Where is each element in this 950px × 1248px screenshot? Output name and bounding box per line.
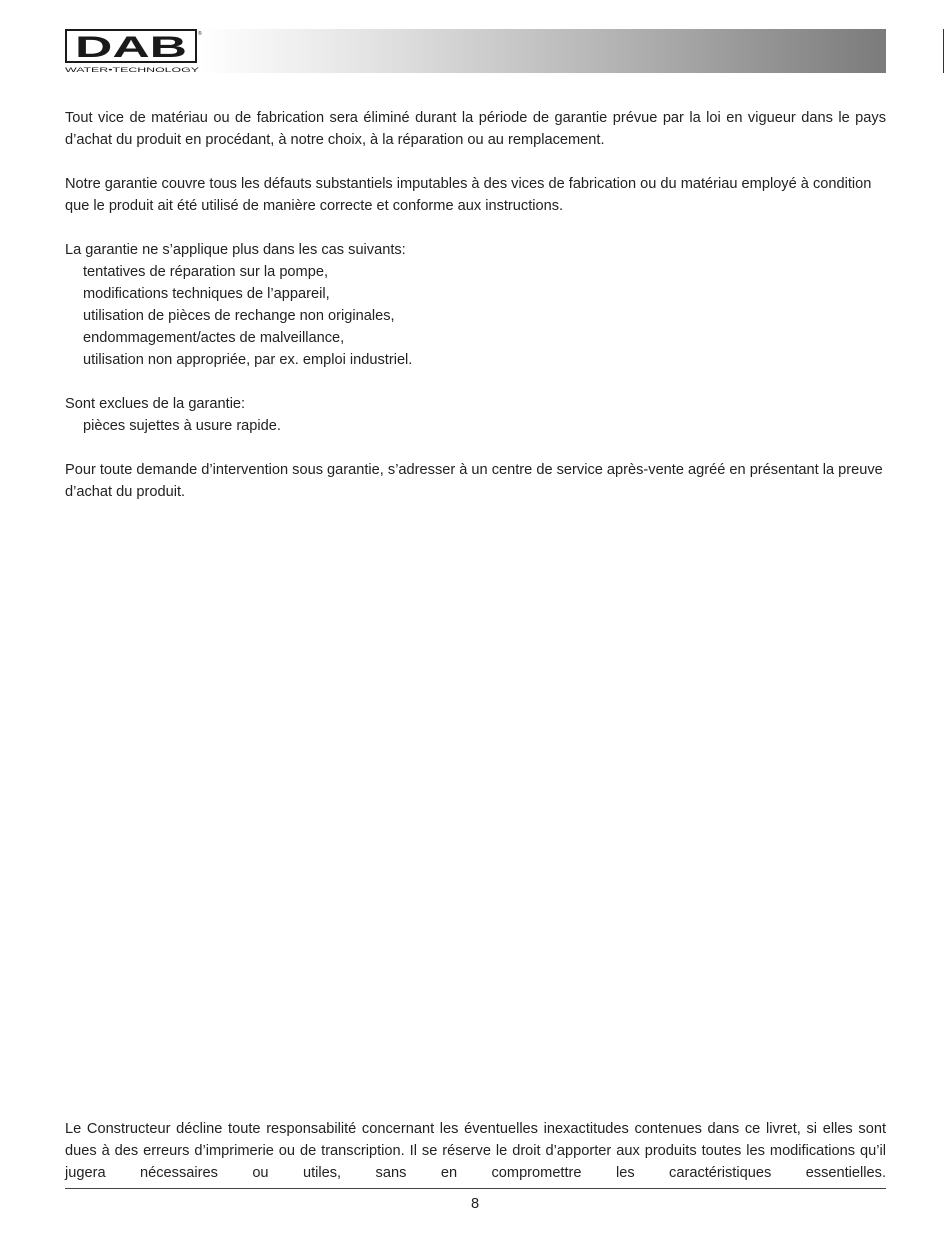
paragraph-service-request: Pour toute demande d’intervention sous garantie, s’adresser à un centre de service après-vente agréé en présentant la preuve d’achat du produit.: [65, 462, 883, 500]
list-item: utilisation non appropriée, par ex. emploi industriel.: [83, 352, 413, 368]
footer-divider: [65, 1188, 886, 1189]
list-item: modifications techniques de l’appareil,: [83, 286, 330, 302]
header-gradient-bar: [200, 29, 886, 73]
logo-registered-mark: ®: [198, 31, 202, 37]
footer-disclaimer: Le Constructeur décline toute responsabilité concernant les éventuelles inexactitudes contenues dans ce livret, si elles sont dues à des erreurs d’imprimerie ou de transcription. Il se réserve le droit d’apporter aux produits toutes les modifications qu’il jugera nécessaires ou utiles, sans en compromettre les caractéristiques essentielles.: [65, 1121, 886, 1181]
paragraph-exclusions-intro: La garantie ne s’applique plus dans les cas suivants:: [65, 242, 406, 258]
paragraph-defects: Tout vice de matériau ou de fabrication sera éliminé durant la période de garantie prévue par la loi en vigueur dans le pays d’achat du produit en procédant, à notre choix, à la réparation ou au remplacement.: [65, 110, 886, 148]
list-item: utilisation de pièces de rechange non originales,: [83, 308, 395, 324]
exclusions-list: [65, 261, 886, 371]
list-item: tentatives de réparation sur la pompe,: [83, 264, 328, 280]
dab-logo: [65, 29, 201, 73]
page-header: [65, 29, 886, 73]
logo-wordmark: DAB: [75, 31, 187, 64]
list-item: pièces sujettes à usure rapide.: [83, 418, 281, 434]
warranty-content: [65, 107, 886, 525]
logo-tagline: WATER•TECHNOLOGY: [65, 67, 201, 74]
excluded-parts-list: [65, 415, 886, 437]
paragraph-coverage: Notre garantie couvre tous les défauts substantiels imputables à des vices de fabrication ou du matériau employé à condition que le produit ait été utilisé de manière correcte et conforme aux instructions.: [65, 176, 872, 214]
list-item: endommagement/actes de malveillance,: [83, 330, 345, 346]
page-edge-mark: [943, 29, 944, 73]
page-number: 8: [470, 1196, 480, 1212]
paragraph-excluded-intro: Sont exclues de la garantie:: [65, 396, 246, 412]
